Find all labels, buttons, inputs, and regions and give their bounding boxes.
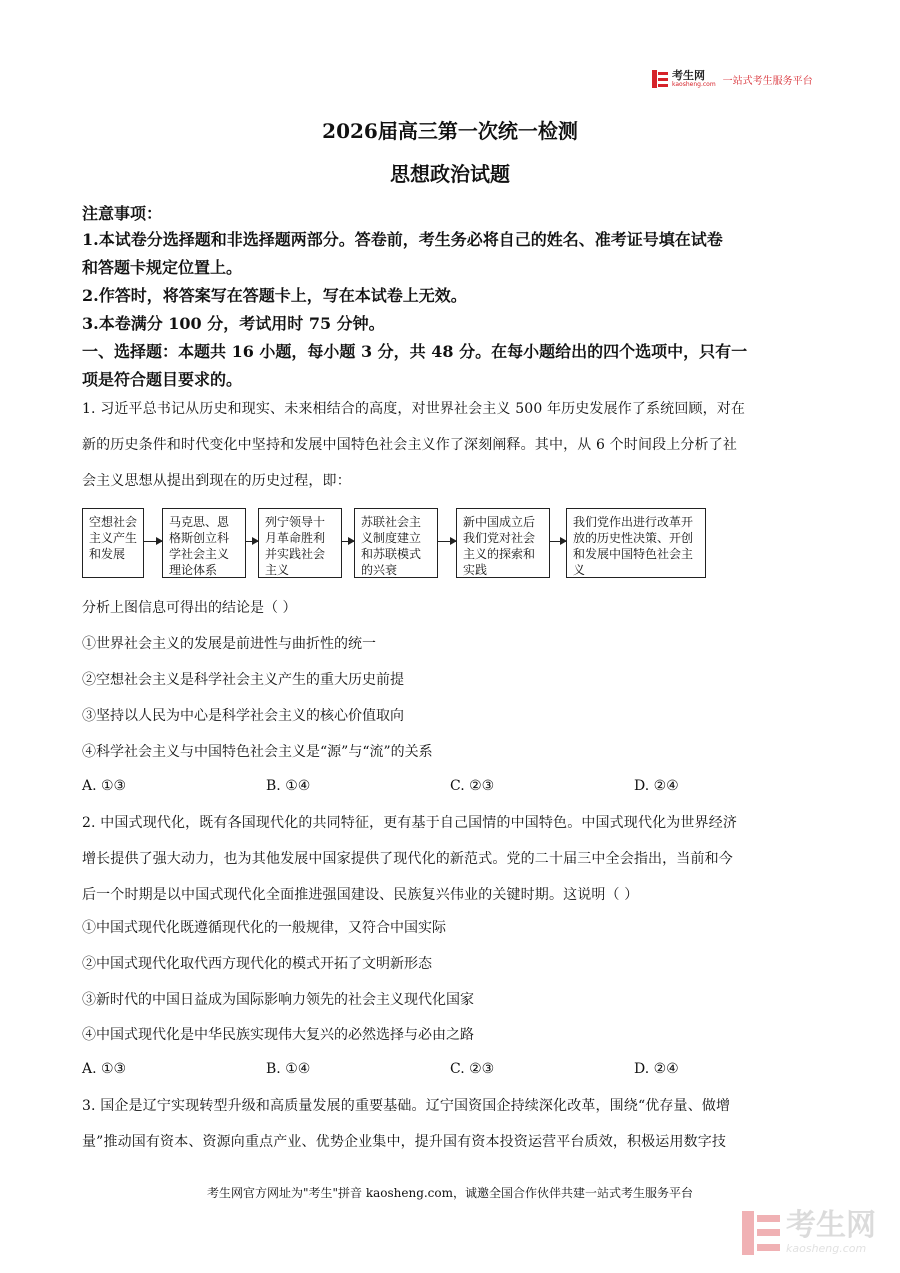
q2-choice-c: C. ②③: [450, 1061, 495, 1077]
logo-name: 考生网: [672, 69, 705, 82]
flow-box-1: 空想社会主义产生和发展: [82, 508, 144, 578]
flow-box-2: 马克思、恩格斯创立科学社会主义理论体系: [162, 508, 246, 578]
q1-line1: 1. 习近平总书记从历史和现实、未来相结合的高度，对世界社会主义 500 年历史发展作了系统回顾，对在: [82, 401, 746, 417]
q1-line2: 新的历史条件和时代变化中坚持和发展中国特色社会主义作了深刻阐释。其中，从 6 个时间段上分析了社: [82, 437, 738, 453]
q2-option-4: ④中国式现代化是中华民族实现伟大复兴的必然选择与必由之路: [82, 1027, 474, 1043]
notes-item1-line2: 和答题卡规定位置上。: [82, 258, 243, 277]
q2-option-3: ③新时代的中国日益成为国际影响力领先的社会主义现代化国家: [82, 992, 474, 1008]
q2-choice-d: D. ②④: [634, 1061, 679, 1077]
q1-option-4: ④科学社会主义与中国特色社会主义是“源”与“流”的关系: [82, 744, 433, 760]
flow-arrow-icon: [144, 541, 162, 542]
q3-line2: 量”推动国有资本、资源向重点产业、优势企业集中，提升国有资本投资运营平台质效，积极运用数字技: [82, 1134, 727, 1150]
flow-box-3: 列宁领导十月革命胜利并实践社会主义: [258, 508, 342, 578]
q2-choice-a: A. ①③: [82, 1061, 127, 1077]
q1-flowchart: [82, 508, 707, 580]
flow-arrow-icon: [342, 541, 354, 542]
flow-box-6: 我们党作出进行改革开放的历史性决策、开创和发展中国特色社会主义: [566, 508, 706, 578]
logo-domain: kaosheng.com: [672, 81, 716, 88]
q1-choice-b: B. ①④: [266, 778, 311, 794]
notes-item1-line1: 1.本试卷分选择题和非选择题两部分。答卷前，考生务必将自己的姓名、准考证号填在试卷: [82, 230, 723, 249]
q1-choice-a: A. ①③: [82, 778, 127, 794]
q1-option-2: ②空想社会主义是科学社会主义产生的重大历史前提: [82, 672, 404, 688]
flow-box-5: 新中国成立后我们党对社会主义的探索和实践: [456, 508, 550, 578]
flow-box-4: 苏联社会主义制度建立和苏联模式的兴衰: [354, 508, 438, 578]
page-subtitle: 思想政治试题: [390, 162, 510, 186]
logo-mark-icon: [652, 70, 668, 88]
flow-arrow-icon: [438, 541, 456, 542]
q1-line3: 会主义思想从提出到现在的历史过程，即：: [82, 473, 351, 489]
flow-arrow-icon: [550, 541, 566, 542]
notes-item3: 3.本卷满分 100 分，考试用时 75 分钟。: [82, 314, 385, 333]
page-footer: 考生网官方网址为"考生"拼音 kaosheng.com，诚邀全国合作伙伴共建一站式考生服务平台: [206, 1186, 694, 1200]
q1-choice-c: C. ②③: [450, 778, 495, 794]
q2-line1: 2. 中国式现代化，既有各国现代化的共同特征，更有基于自己国情的中国特色。中国式现代化为世界经济: [82, 815, 738, 831]
q2-option-2: ②中国式现代化取代西方现代化的模式开拓了文明新形态: [82, 956, 432, 972]
section1-line1: 一、选择题：本题共 16 小题，每小题 3 分，共 48 分。在每小题给出的四个选项中，只有一: [82, 342, 748, 361]
watermark-logo: [742, 1210, 876, 1255]
q1-option-3: ③坚持以人民为中心是科学社会主义的核心价值取向: [82, 708, 404, 724]
logo-tagline: 一站式考生服务平台: [722, 75, 813, 87]
watermark-domain: kaosheng.com: [786, 1242, 867, 1255]
section1-line2: 项是符合题目要求的。: [82, 370, 243, 389]
q1-option-1: ①世界社会主义的发展是前进性与曲折性的统一: [82, 636, 376, 652]
notes-heading: 注意事项：: [82, 204, 163, 223]
site-logo: [652, 70, 813, 88]
watermark-mark-icon: [742, 1211, 780, 1255]
notes-item2: 2.作答时，将答案写在答题卡上，写在本试卷上无效。: [82, 286, 467, 305]
watermark-name: 考生网: [786, 1208, 876, 1243]
q2-option-1: ①中国式现代化既遵循现代化的一般规律，又符合中国实际: [82, 920, 446, 936]
q1-prompt: 分析上图信息可得出的结论是（ ）: [82, 600, 297, 616]
q1-choice-d: D. ②④: [634, 778, 679, 794]
page-title: 2026届高三第一次统一检测: [322, 119, 578, 143]
flow-arrow-icon: [246, 541, 258, 542]
q2-choice-b: B. ①④: [266, 1061, 311, 1077]
q2-line2: 增长提供了强大动力，也为其他发展中国家提供了现代化的新范式。党的二十届三中全会指出，当前和今: [82, 851, 733, 867]
q3-line1: 3. 国企是辽宁实现转型升级和高质量发展的重要基础。辽宁国资国企持续深化改革，围绕“优存量、做增: [82, 1098, 731, 1114]
q2-line3: 后一个时期是以中国式现代化全面推进强国建设、民族复兴伟业的关键时期。这说明（ ）: [82, 887, 639, 903]
